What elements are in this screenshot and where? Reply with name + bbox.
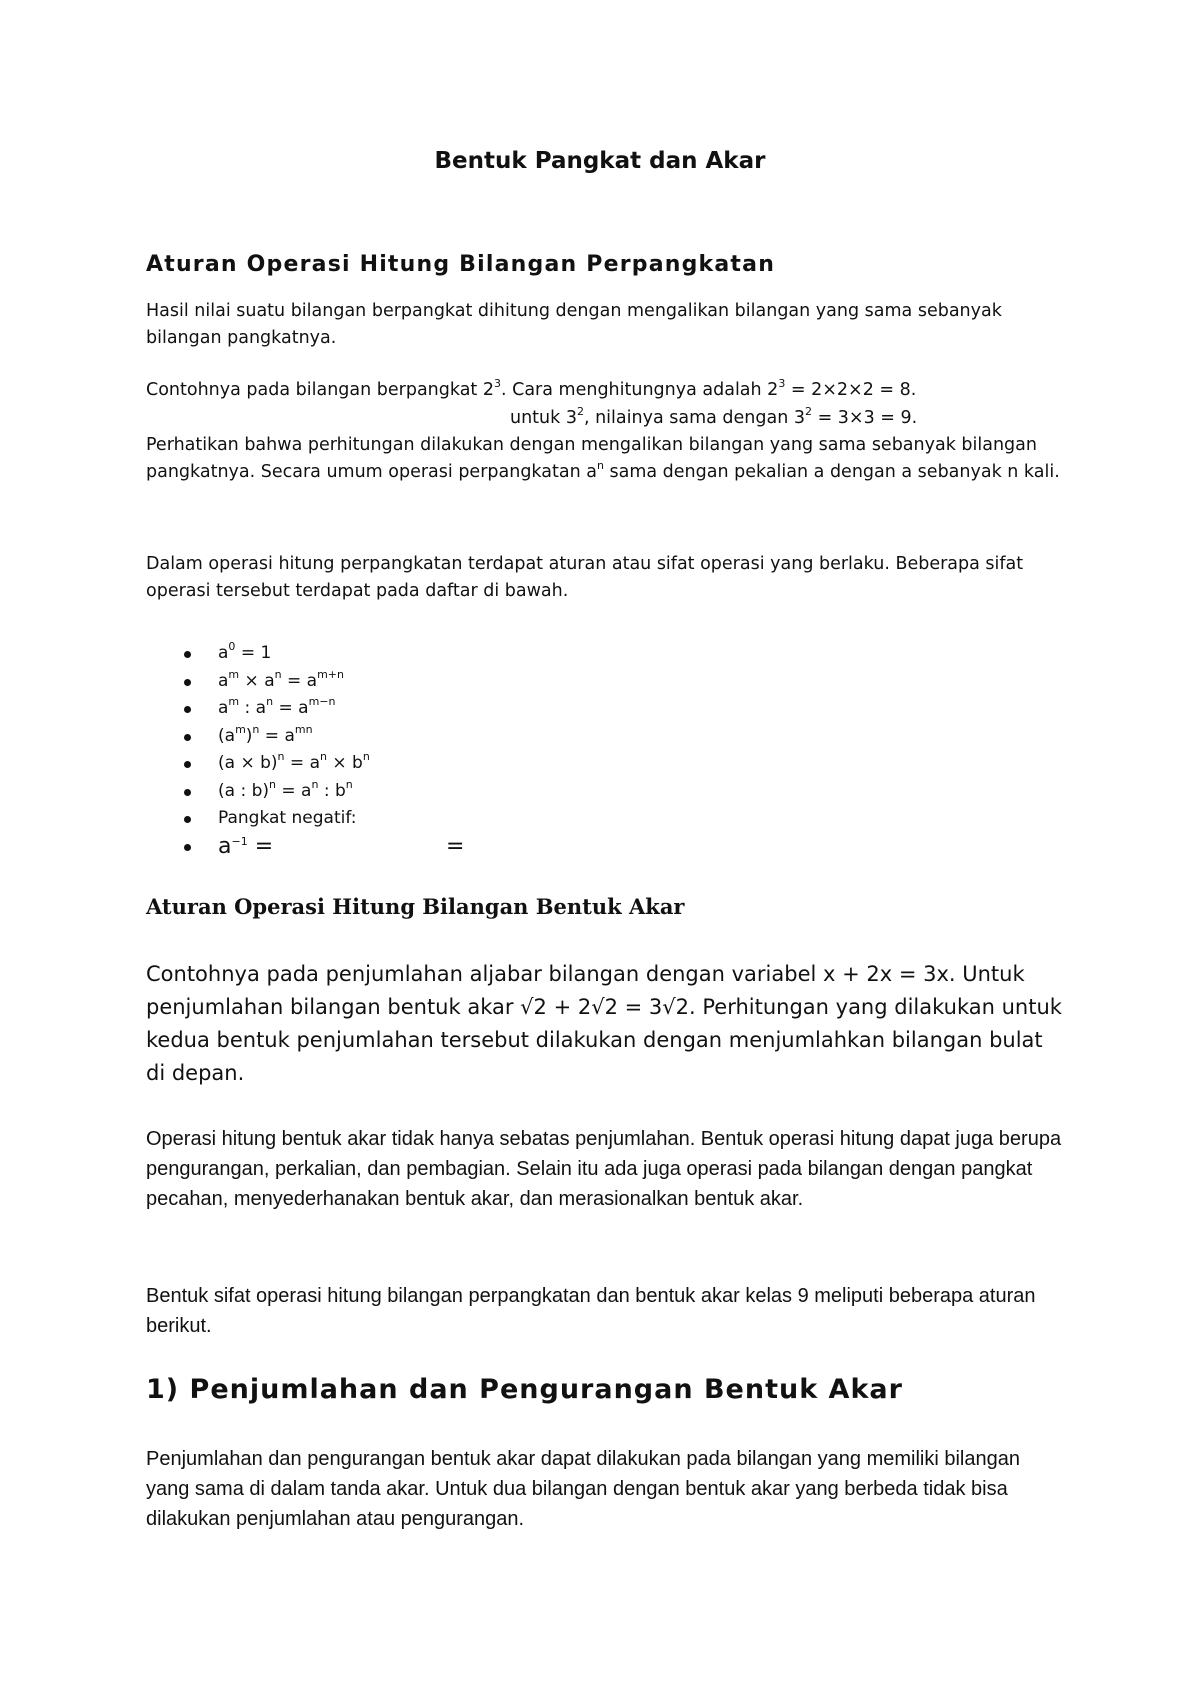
list-item: Pangkat negatif: xyxy=(146,805,846,833)
bullet-icon xyxy=(184,651,191,658)
paragraph-akar-operations: Operasi hitung bentuk akar tidak hanya sebatas penjumlahan. Bentuk operasi hitung dapat juga berupa pengurangan, perkalian, dan pembagian. Selain itu ada juga operasi pada bilangan dengan pangkat pecahan, menyederhanakan bentuk akar, dan merasionalkan bentuk akar. xyxy=(146,1128,1062,1210)
paragraph-rules-intro: Dalam operasi hitung perpangkatan terdapat aturan atau sifat operasi yang berlaku. Beberapa sifat operasi tersebut terdapat pada daftar di bawah. xyxy=(146,554,1024,601)
section-heading-perpangkatan: Aturan Operasi Hitung Bilangan Perpangkatan xyxy=(146,252,776,277)
list-item: $(a \times b)^n = a^n \times b^n$ xyxy=(146,750,846,778)
example-line-2: untuk $3^2$, nilainya sama dengan $3^2 = 3\times 3 = 9$. xyxy=(510,405,918,428)
bullet-icon xyxy=(184,816,191,823)
document-title: Bentuk Pangkat dan Akar xyxy=(434,148,766,174)
bullet-icon xyxy=(184,789,191,796)
bullet-icon xyxy=(184,761,191,768)
bullet-icon xyxy=(184,679,191,686)
list-item: $a^0 = 1$ xyxy=(146,640,846,668)
example-line-1: Contohnya pada bilangan berpangkat $2^3$. Cara menghitungnya adalah $2^3 = 2\times 2\times 2 = 8$. xyxy=(146,377,917,400)
section-heading-bentuk-akar: Aturan Operasi Hitung Bilangan Bentuk Akar xyxy=(146,894,685,919)
list-item: $(a^m)^n = a^{mn}$ xyxy=(146,723,846,751)
list-item: (a : $b)^n = a^n$ : $b^n$ xyxy=(146,778,846,806)
section-heading-penjumlahan: 1) Penjumlahan dan Pengurangan Bentuk Akar xyxy=(146,1374,903,1405)
bullet-icon xyxy=(184,706,191,713)
list-item: $a^m \times a^n = a^{m+n}$ xyxy=(146,668,846,696)
list-item: $a^{-1}$ = = xyxy=(146,833,846,861)
paragraph-akar-example: Contohnya pada penjumlahan aljabar bilangan dengan variabel x + 2x = 3x. Untuk penjumlahan bilangan bentuk akar √2 + 2√2 = 3√2. Perhitungan yang dilakukan untuk kedua bentuk penjumlahan tersebut dilakukan dengan menjumlahkan bilangan bulat di depan. xyxy=(146,962,1062,1085)
list-item: $a^m$ : $a^n = a^{m-n}$ xyxy=(146,695,846,723)
rules-list xyxy=(146,640,846,860)
bullet-icon xyxy=(184,734,191,741)
paragraph-intro: Hasil nilai suatu bilangan berpangkat dihitung dengan mengalikan bilangan yang sama sebanyak bilangan pangkatnya. xyxy=(146,301,1002,348)
paragraph-explanation: Perhatikan bahwa perhitungan dilakukan dengan mengalikan bilangan yang sama sebanyak bilangan pangkatnya. Secara umum operasi perpangkatan $a^n$ sama dengan pekalian a dengan a sebanyak n kali. xyxy=(146,435,1060,482)
paragraph-akar-rules: Bentuk sifat operasi hitung bilangan perpangkatan dan bentuk akar kelas 9 meliputi beberapa aturan berikut. xyxy=(146,1285,1036,1337)
paragraph-penjumlahan: Penjumlahan dan pengurangan bentuk akar dapat dilakukan pada bilangan yang memiliki bilangan yang sama di dalam tanda akar. Untuk dua bilangan dengan bentuk akar yang berbeda tidak bisa dilakukan penjumlahan atau pengurangan. xyxy=(146,1448,1020,1530)
bullet-icon xyxy=(184,844,191,851)
